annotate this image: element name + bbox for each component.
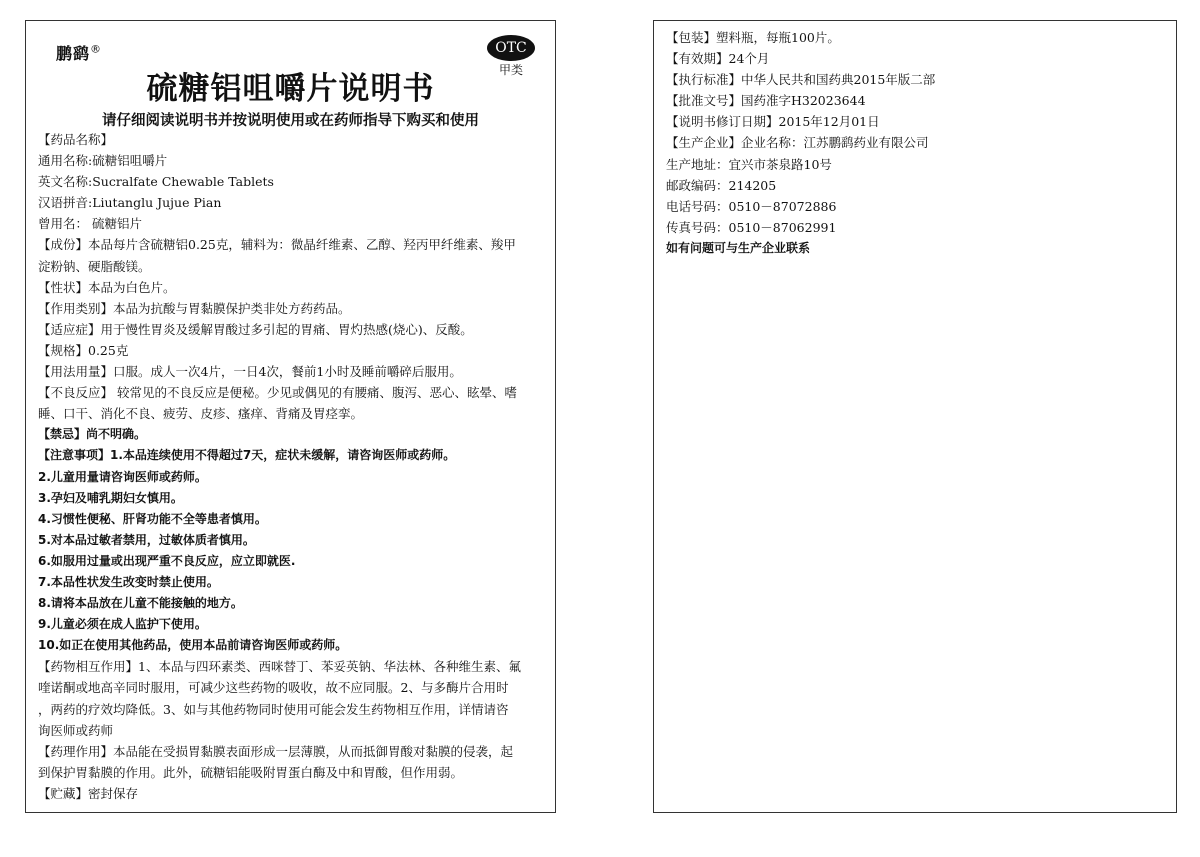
otc-class: 甲类 [498, 63, 523, 77]
text-line: 【不良反应】 较常见的不良反应是便秘。少见或偶见的有腰痛、腹泻、恶心、眩晕、嗜 [38, 385, 517, 401]
text-line: 传真号码：0510－87062991 [666, 219, 837, 235]
right-text-lines [666, 27, 1166, 259]
text-line: 英文名称:Sucralfate Chewable Tablets [38, 174, 274, 190]
text-line: 喹诺酮或地高辛同时服用，可减少这些药物的吸收，故不应同服。2、与多酶片合用时 [38, 680, 509, 696]
text-line: 【有效期】24个月 [666, 51, 770, 67]
text-line: ，两药的疗效均降低。3、如与其他药物同时使用可能会发生药物相互作用，详情请咨 [38, 701, 509, 717]
text-line: 7.本品性状发生改变时禁止使用。 [38, 574, 219, 589]
text-line: 3.孕妇及哺乳期妇女慎用。 [38, 490, 183, 505]
brand-name: 鹏鹞 [56, 44, 91, 63]
right-leaflet-panel [653, 20, 1177, 813]
text-line: 【适应症】用于慢性胃炎及缓解胃酸过多引起的胃痛、胃灼热感(烧心)、反酸。 [38, 321, 473, 337]
text-line: 【药理作用】本品能在受损胃黏膜表面形成一层薄膜，从而抵御胃酸对黏膜的侵袭，起 [38, 743, 514, 759]
text-line: 睡、口干、消化不良、疲劳、皮疹、瘙痒、背痛及胃痉挛。 [38, 406, 364, 422]
text-line: 通用名称:硫糖铝咀嚼片 [38, 153, 168, 169]
text-line: 10.如正在使用其他药品，使用本品前请咨询医师或药师。 [38, 638, 348, 653]
text-line: 【批准文号】国药准字H32023644 [666, 93, 866, 109]
registered-mark: ® [90, 42, 103, 56]
text-line: 如有问题可与生产企业联系 [666, 240, 811, 255]
document-title: 硫糖铝咀嚼片说明书 [146, 71, 435, 107]
text-line: 【规格】0.25克 [38, 342, 129, 358]
text-line: 生产地址：宜兴市茶泉路10号 [666, 156, 832, 172]
text-line: 汉语拼音:Liutanglu Jujue Pian [38, 195, 222, 211]
text-line: 2.儿童用量请咨询医师或药师。 [38, 469, 207, 484]
text-line: 8.请将本品放在儿童不能接触的地方。 [38, 596, 243, 611]
text-line: 到保护胃黏膜的作用。此外，硫糖铝能吸附胃蛋白酶及中和胃酸，但作用弱。 [38, 764, 464, 780]
text-line: 【禁忌】尚不明确。 [38, 427, 147, 442]
text-line: 曾用名： 硫糖铝片 [38, 216, 142, 232]
text-line: 淀粉钠、硬脂酸镁。 [38, 258, 151, 274]
text-line: 【药品名称】 [38, 132, 114, 147]
text-line: 6.如服用过量或出现严重不良反应，应立即就医. [38, 553, 296, 568]
text-line: 5.对本品过敏者禁用，过敏体质者慎用。 [38, 532, 255, 547]
text-line: 电话号码：0510－87072886 [666, 198, 837, 214]
text-line: 【说明书修订日期】2015年12月01日 [666, 114, 880, 130]
text-line: 【生产企业】企业名称：江苏鹏鹞药业有限公司 [666, 135, 929, 151]
left-leaflet-panel [25, 20, 556, 813]
text-line: 【执行标准】中华人民共和国药典2015年版二部 [666, 72, 936, 88]
text-line: 【用法用量】口服。成人一次4片，一日4次，餐前1小时及睡前嚼碎后服用。 [38, 364, 462, 380]
text-line: 【包装】塑料瓶，每瓶100片。 [666, 30, 840, 45]
text-line: 【注意事项】1.本品连续使用不得超过7天，症状未缓解，请咨询医师或药师。 [38, 448, 456, 463]
text-line: 【性状】本品为白色片。 [38, 279, 176, 295]
text-line: 4.习惯性便秘、肝肾功能不全等患者慎用。 [38, 511, 267, 526]
text-line: 邮政编码：214205 [666, 177, 777, 193]
text-line: 9.儿童必须在成人监护下使用。 [38, 617, 207, 632]
text-line: 【作用类别】本品为抗酸与胃黏膜保护类非处方药药品。 [38, 300, 351, 316]
text-line: 【药物相互作用】1、本品与四环素类、西咪替丁、苯妥英钠、华法林、各种维生素、氟 [38, 659, 521, 675]
text-line: 询医师或药师 [38, 722, 114, 738]
document-subtitle: 请仔细阅读说明书并按说明使用或在药师指导下购买和使用 [102, 113, 479, 129]
brand-logo [56, 41, 102, 64]
otc-badge: OTC [487, 35, 535, 61]
text-line: 【成份】本品每片含硫糖铝0.25克，辅料为：微晶纤维素、乙醇、羟丙甲纤维素、羧甲 [38, 237, 516, 253]
text-line: 【贮藏】密封保存 [38, 785, 139, 801]
left-text-lines [38, 129, 545, 804]
